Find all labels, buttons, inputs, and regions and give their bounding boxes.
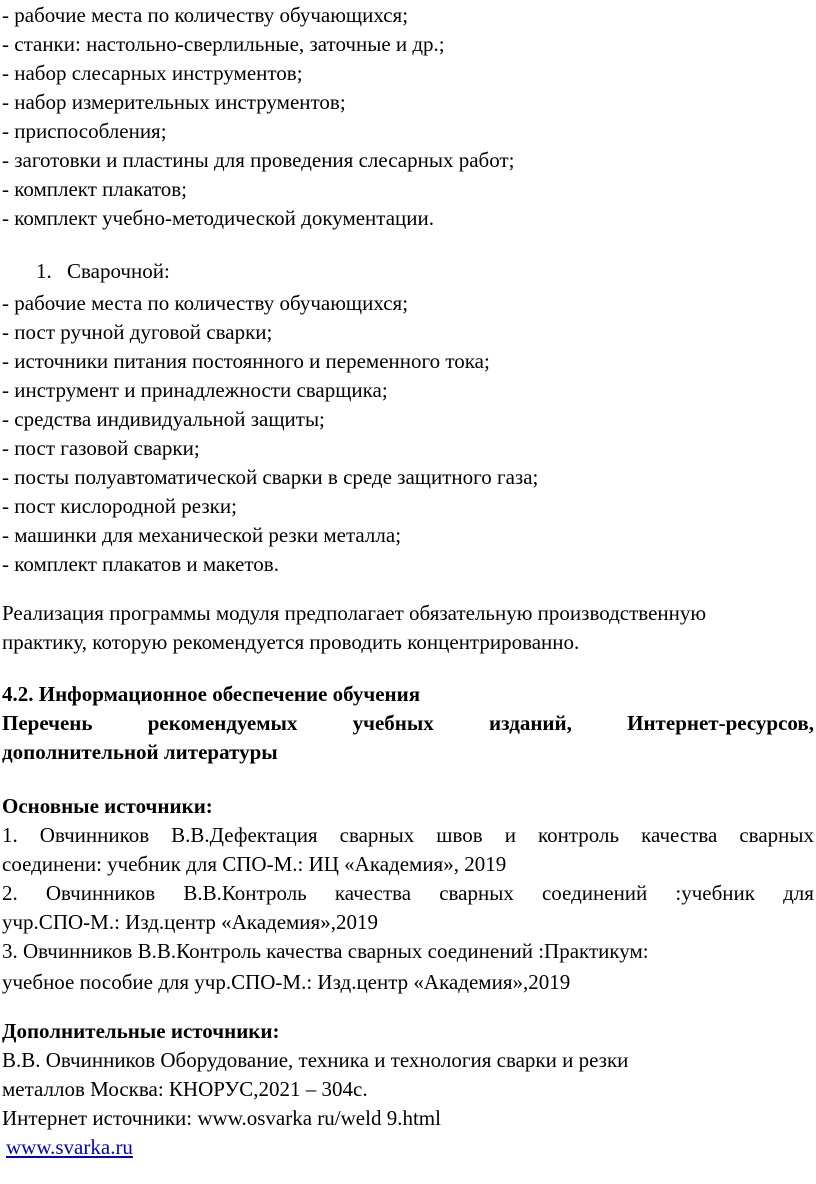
source-line: В.В. Овчинников Оборудование, техника и технология сварки и резки [2, 1048, 629, 1072]
section-number: 1. [36, 259, 52, 283]
list-item: - набор слесарных инструментов; [2, 61, 303, 85]
list-item: - посты полуавтоматической сварки в среде защитного газа; [2, 465, 539, 489]
heading-word: изданий, [489, 711, 572, 735]
source-line: 3. Овчинников В.В.Контроль качества сварных соединений :Практикум: [2, 939, 649, 963]
heading-word: учебных [352, 711, 434, 735]
paragraph-line: практику, которую рекомендуется проводить концентрированно. [2, 630, 580, 654]
source-line: учр.СПО-М.: Изд.центр «Академия»,2019 [2, 910, 378, 934]
internet-sources-line: Интернет источники: www.osvarka ru/weld 9.html [2, 1106, 441, 1130]
list-item: - рабочие места по количеству обучающихся; [2, 291, 409, 315]
svarka-link[interactable] [6, 1134, 133, 1160]
main-sources-heading: Основные источники: [2, 794, 213, 818]
list-item: - комплект плакатов; [2, 177, 188, 201]
section-heading-4-2: 4.2. Информационное обеспечение обучения [2, 682, 421, 706]
list-item: - машинки для механической резки металла; [2, 523, 402, 547]
list-item: - пост кислородной резки; [2, 494, 237, 518]
list-item: - приспособления; [2, 119, 167, 143]
link-text[interactable]: www.svarka.ru [6, 1135, 133, 1159]
heading-word: Перечень [2, 711, 93, 735]
extra-sources-heading: Дополнительные источники: [2, 1019, 280, 1043]
list-item: - заготовки и пластины для проведения слесарных работ; [2, 148, 515, 172]
section-heading [36, 258, 170, 284]
section-title: Сварочной: [67, 259, 170, 283]
list-item: - рабочие места по количеству обучающихся; [2, 3, 409, 27]
list-item: - комплект плакатов и макетов. [2, 552, 279, 576]
list-heading-line: дополнительной литературы [2, 740, 278, 764]
heading-word: рекомендуемых [147, 711, 298, 735]
paragraph-line: Реализация программы модуля предполагает обязательную производственную [2, 601, 707, 625]
list-item: - пост газовой сварки; [2, 436, 200, 460]
list-item: - пост ручной дуговой сварки; [2, 320, 273, 344]
source-line: 1. Овчинников В.В.Дефектация сварных швов и контроль качества сварных [2, 823, 814, 847]
source-line: металлов Москва: КНОРУС,2021 – 304с. [2, 1077, 368, 1101]
list-heading-line [2, 710, 814, 736]
list-item: - набор измерительных инструментов; [2, 90, 346, 114]
source-line: соединени: учебник для СПО-М.: ИЦ «Академия», 2019 [2, 852, 507, 876]
source-line: учебное пособие для учр.СПО-М.: Изд.центр «Академия»,2019 [2, 970, 571, 994]
source-line: 2. Овчинников В.В.Контроль качества сварных соединений :учебник для [2, 881, 814, 905]
list-item: - комплект учебно-методической документации. [2, 206, 435, 230]
heading-word: Интернет-ресурсов, [627, 711, 814, 735]
list-item: - инструмент и принадлежности сварщика; [2, 378, 388, 402]
list-item: - станки: настольно-сверлильные, заточные и др.; [2, 32, 445, 56]
list-item: - источники питания постоянного и переменного тока; [2, 349, 490, 373]
list-item: - средства индивидуальной защиты; [2, 407, 325, 431]
